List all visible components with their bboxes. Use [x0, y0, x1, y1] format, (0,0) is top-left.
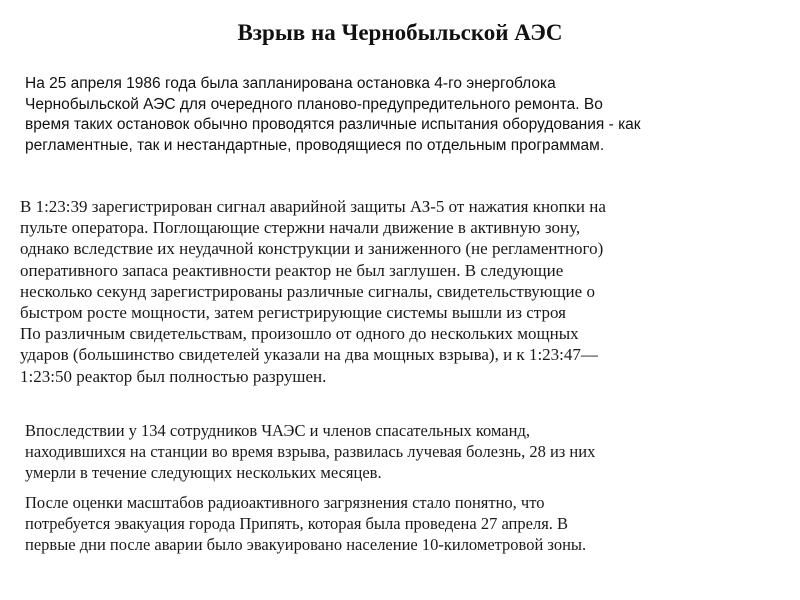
casualties-paragraph: Впоследствии у 134 сотрудников ЧАЭС и членов спасательных команд, находившихся на станции во время взрыва, развилась лучевая болезнь, 28 из них умерли в течение следующих нескольких месяцев.	[25, 421, 596, 482]
events-paragraph: В 1:23:39 зарегистрирован сигнал аварийной защиты АЗ-5 от нажатия кнопки на пульте оператора. Поглощающие стержни начали движение в активную зону, однако вследствие их неудачной конструкции и заниженного (не регламентного) оперативного запаса реактивности реактор не был заглушен. В следующие несколько секунд зарегистрированы различные сигналы, свидетельствующие о быстром росте мощности, затем регистрирующие системы вышли из строя По различным свидетельствам, произошло от одного до нескольких мощных ударов (большинство свидетелей указали на два мощных взрыва), и к 1:23:47— 1:23:50 реактор был полностью разрушен.	[20, 197, 606, 386]
evacuation-paragraph: После оценки масштабов радиоактивного загрязнения стало понятно, что потребуется эвакуация города Припять, которая была проведена 27 апреля. В первые дни после аварии было эвакуировано население 10-километровой зоны.	[25, 493, 587, 554]
page-title: Взрыв на Чернобыльской АЭС	[237, 20, 563, 45]
intro-paragraph: На 25 апреля 1986 года была запланирована остановка 4-го энергоблока Чернобыльской АЭС для очередного планово-предупредительного ремонта. Во время таких остановок обычно проводятся различные испытания оборудования - как регламентные, так и нестандартные, проводящиеся по отдельным программам.	[25, 75, 641, 154]
